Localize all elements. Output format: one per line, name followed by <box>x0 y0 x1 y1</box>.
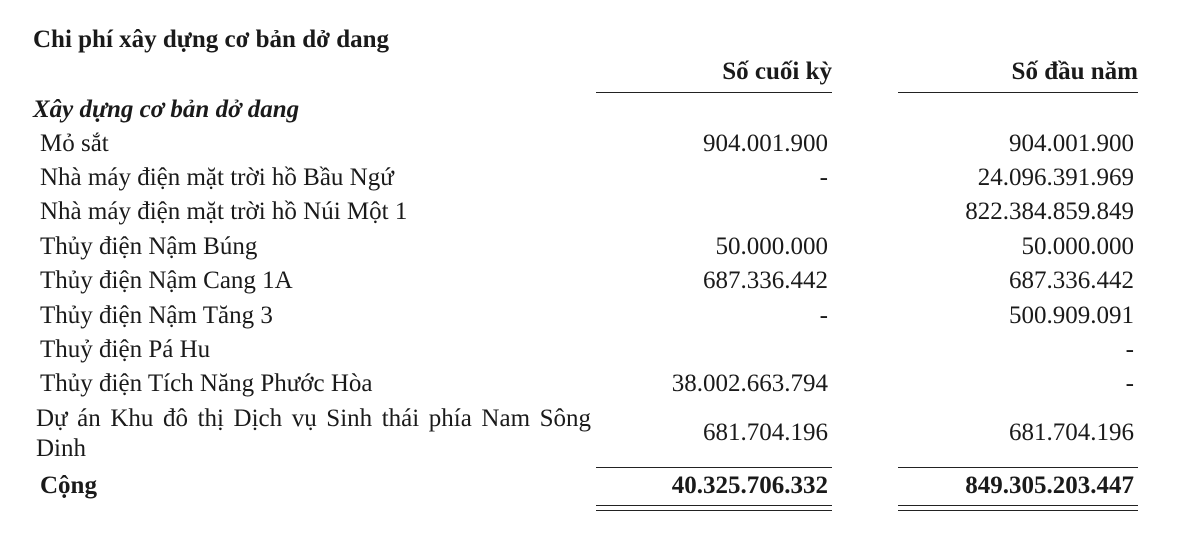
row-label: Thuỷ điện Pá Hu <box>40 336 211 363</box>
row-value-opening: - <box>1125 370 1134 397</box>
row-value-opening: 24.096.391.969 <box>977 164 1134 191</box>
header-underline-closing <box>596 92 832 93</box>
total-double-rule-closing <box>596 505 832 511</box>
header-underline-opening <box>898 92 1138 93</box>
row-label: Thủy điện Nậm Tăng 3 <box>40 302 273 329</box>
subtotal-rule-closing <box>596 467 832 468</box>
total-label: Cộng <box>40 472 97 499</box>
row-value-closing: 687.336.442 <box>703 267 828 294</box>
table-row <box>0 198 1200 232</box>
row-value-opening: 904.001.900 <box>1009 130 1134 157</box>
total-value-closing: 40.325.706.332 <box>671 472 828 499</box>
row-label: Thủy điện Tích Năng Phước Hòa <box>40 370 373 397</box>
total-row <box>0 472 1200 506</box>
row-value-closing: - <box>819 302 828 329</box>
row-value-closing: 904.001.900 <box>703 130 828 157</box>
note-title: Chi phí xây dựng cơ bản dở dang <box>33 26 390 53</box>
row-label: Mỏ sắt <box>40 130 109 157</box>
table-row <box>0 164 1200 198</box>
table-row <box>0 267 1200 301</box>
row-label: Dự án Khu đô thị Dịch vụ Sinh thái phía Nam Sông Dinh <box>36 405 591 462</box>
row-value-closing: 50.000.000 <box>715 233 828 260</box>
table-row <box>0 370 1200 404</box>
row-label: Thủy điện Nậm Cang 1A <box>40 267 293 294</box>
column-header-closing: Số cuối kỳ <box>722 58 832 85</box>
total-double-rule-opening <box>898 505 1138 511</box>
table-row <box>0 130 1200 164</box>
total-value-opening: 849.305.203.447 <box>965 472 1134 499</box>
row-value-opening: 500.909.091 <box>1009 302 1134 329</box>
row-value-opening: 687.336.442 <box>1009 267 1134 294</box>
row-label: Nhà máy điện mặt trời hồ Núi Một 1 <box>40 198 408 225</box>
section-heading: Xây dựng cơ bản dở dang <box>33 96 300 123</box>
table-row <box>0 404 1200 464</box>
row-value-closing: - <box>819 164 828 191</box>
table-row <box>0 302 1200 336</box>
row-value-opening: - <box>1125 336 1134 363</box>
row-value-closing: 38.002.663.794 <box>671 370 828 397</box>
row-label: Nhà máy điện mặt trời hồ Bầu Ngứ <box>40 164 394 191</box>
table-row <box>0 336 1200 370</box>
subtotal-rule-opening <box>898 467 1138 468</box>
row-label: Thủy điện Nậm Búng <box>40 233 258 260</box>
row-value-opening: 681.704.196 <box>1009 419 1134 446</box>
table-row <box>0 233 1200 267</box>
column-header-opening: Số đầu năm <box>1011 58 1138 85</box>
row-value-opening: 822.384.859.849 <box>965 198 1134 225</box>
row-value-closing: 681.704.196 <box>703 419 828 446</box>
row-value-opening: 50.000.000 <box>1021 233 1134 260</box>
